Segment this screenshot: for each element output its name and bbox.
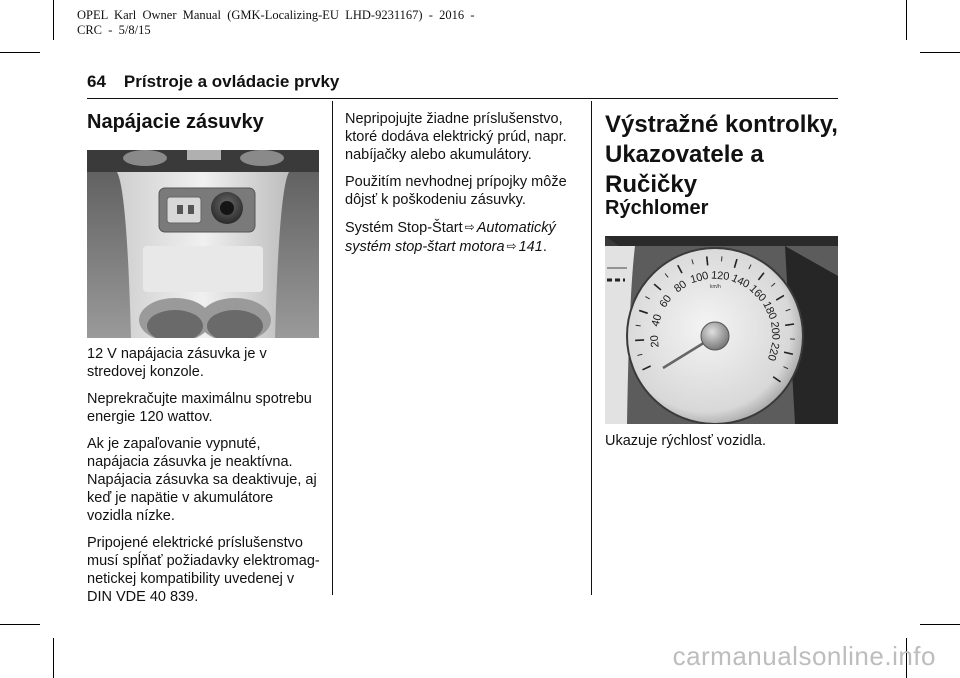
crop-mark — [0, 52, 40, 53]
text-line: musí spĺňať požiadavky elektromag- — [87, 553, 320, 569]
speedometer-label: 180 — [760, 299, 779, 322]
ref-prefix: Systém Stop-Štart — [345, 220, 463, 236]
text-line: dôjsť k poškodeniu zásuvky. — [345, 192, 526, 208]
heading-line: Výstražné kontrolky, — [605, 111, 838, 138]
text-line: Ak je zapaľovanie vypnuté, — [87, 436, 261, 452]
text-line: vozidla nízke. — [87, 508, 175, 524]
text-line: Nepripojujte žiadne príslušenstvo, — [345, 111, 563, 127]
text-line: netickej kompatibility uvedenej v — [87, 571, 295, 587]
meta-line: OPEL Karl Owner Manual (GMK-Localizing-EU LHD-9231167) - 2016 - — [77, 8, 475, 22]
col3-body — [605, 432, 838, 459]
crop-mark — [920, 52, 960, 53]
speedometer-label: 100 — [689, 269, 710, 287]
speedometer-label: 20 — [648, 334, 662, 348]
speedometer-label: 40 — [649, 312, 665, 328]
cross-reference-paragraph — [345, 218, 585, 256]
column-divider — [591, 101, 592, 595]
paragraph — [87, 534, 327, 606]
text-line: Použitím nevhodnej prípojky môže — [345, 174, 567, 190]
document-meta — [77, 8, 475, 38]
subsection-heading: Rýchlomer — [605, 197, 709, 219]
speedometer-caption: Ukazuje rýchlosť vozidla. — [605, 433, 766, 449]
crop-mark — [0, 624, 40, 625]
speedometer-figure — [605, 236, 838, 424]
speedometer-label: 60 — [657, 293, 675, 310]
text-line: stredovej konzole. — [87, 364, 204, 380]
heading-line: Ručičky — [605, 171, 698, 198]
speedometer-label: 120 — [710, 269, 730, 283]
text-line: napájacia zásuvka je neaktívna. — [87, 454, 293, 470]
section-heading: Napájacie zásuvky — [87, 111, 264, 133]
text-line: Pripojené elektrické príslušenstvo — [87, 535, 303, 551]
text-line — [345, 218, 585, 237]
paragraph — [345, 173, 585, 209]
chapter-title: Prístroje a ovládacie prvky — [123, 72, 340, 91]
crop-mark — [53, 0, 54, 40]
cross-reference-page[interactable]: 141 — [518, 239, 543, 255]
text-line: keď je napätie v akumulátore — [87, 490, 274, 506]
cross-reference-arrow-icon: ⇨ — [506, 239, 517, 253]
cross-reference-arrow-icon: ⇨ — [464, 220, 475, 234]
power-outlet-figure — [87, 150, 319, 338]
ref-suffix: . — [542, 239, 547, 255]
speedometer-label: 140 — [729, 272, 752, 291]
speedometer-tick — [707, 256, 708, 265]
text-line: nabíjačky alebo akumulátory. — [345, 147, 532, 163]
cross-reference-link[interactable]: systém stop-štart motora — [345, 239, 505, 255]
speedometer-label: 200 — [768, 321, 782, 341]
text-line — [345, 237, 585, 256]
speed-unit-label: km/h — [710, 284, 721, 290]
section-heading-large — [605, 110, 838, 200]
text-line: Neprekračujte maximálnu spotrebu — [87, 391, 312, 407]
column-divider — [332, 101, 333, 595]
crop-mark — [906, 0, 907, 40]
crop-mark — [53, 638, 54, 678]
paragraph — [87, 435, 327, 525]
paragraph — [87, 390, 327, 426]
text-line: DIN VDE 40 839. — [87, 589, 199, 605]
paragraph — [87, 345, 327, 381]
speedometer-label: 80 — [672, 278, 689, 296]
watermark: carmanualsonline.info — [672, 641, 936, 671]
needle-hub — [701, 322, 729, 350]
text-line: 12 V napájacia zásuvka je v — [87, 346, 267, 362]
speedometer-label: 160 — [746, 282, 769, 305]
speedometer-label: 220 — [764, 341, 782, 362]
page-number: 64 — [87, 72, 106, 91]
col1-body — [87, 345, 327, 615]
heading-line: Ukazovatele a — [605, 141, 764, 168]
col2-body — [345, 110, 585, 265]
running-head — [87, 72, 339, 92]
text-line: Napájacia zásuvka sa deaktivuje, aj — [87, 472, 317, 488]
paragraph — [345, 110, 585, 164]
text-line: ktoré dodáva elektrický prúd, napr. — [345, 129, 567, 145]
cross-reference-link[interactable]: Automatický — [476, 220, 556, 236]
header-rule — [87, 98, 838, 99]
text-line: energie 120 wattov. — [87, 409, 213, 425]
crop-mark — [920, 624, 960, 625]
meta-line: CRC - 5/8/15 — [77, 23, 151, 37]
